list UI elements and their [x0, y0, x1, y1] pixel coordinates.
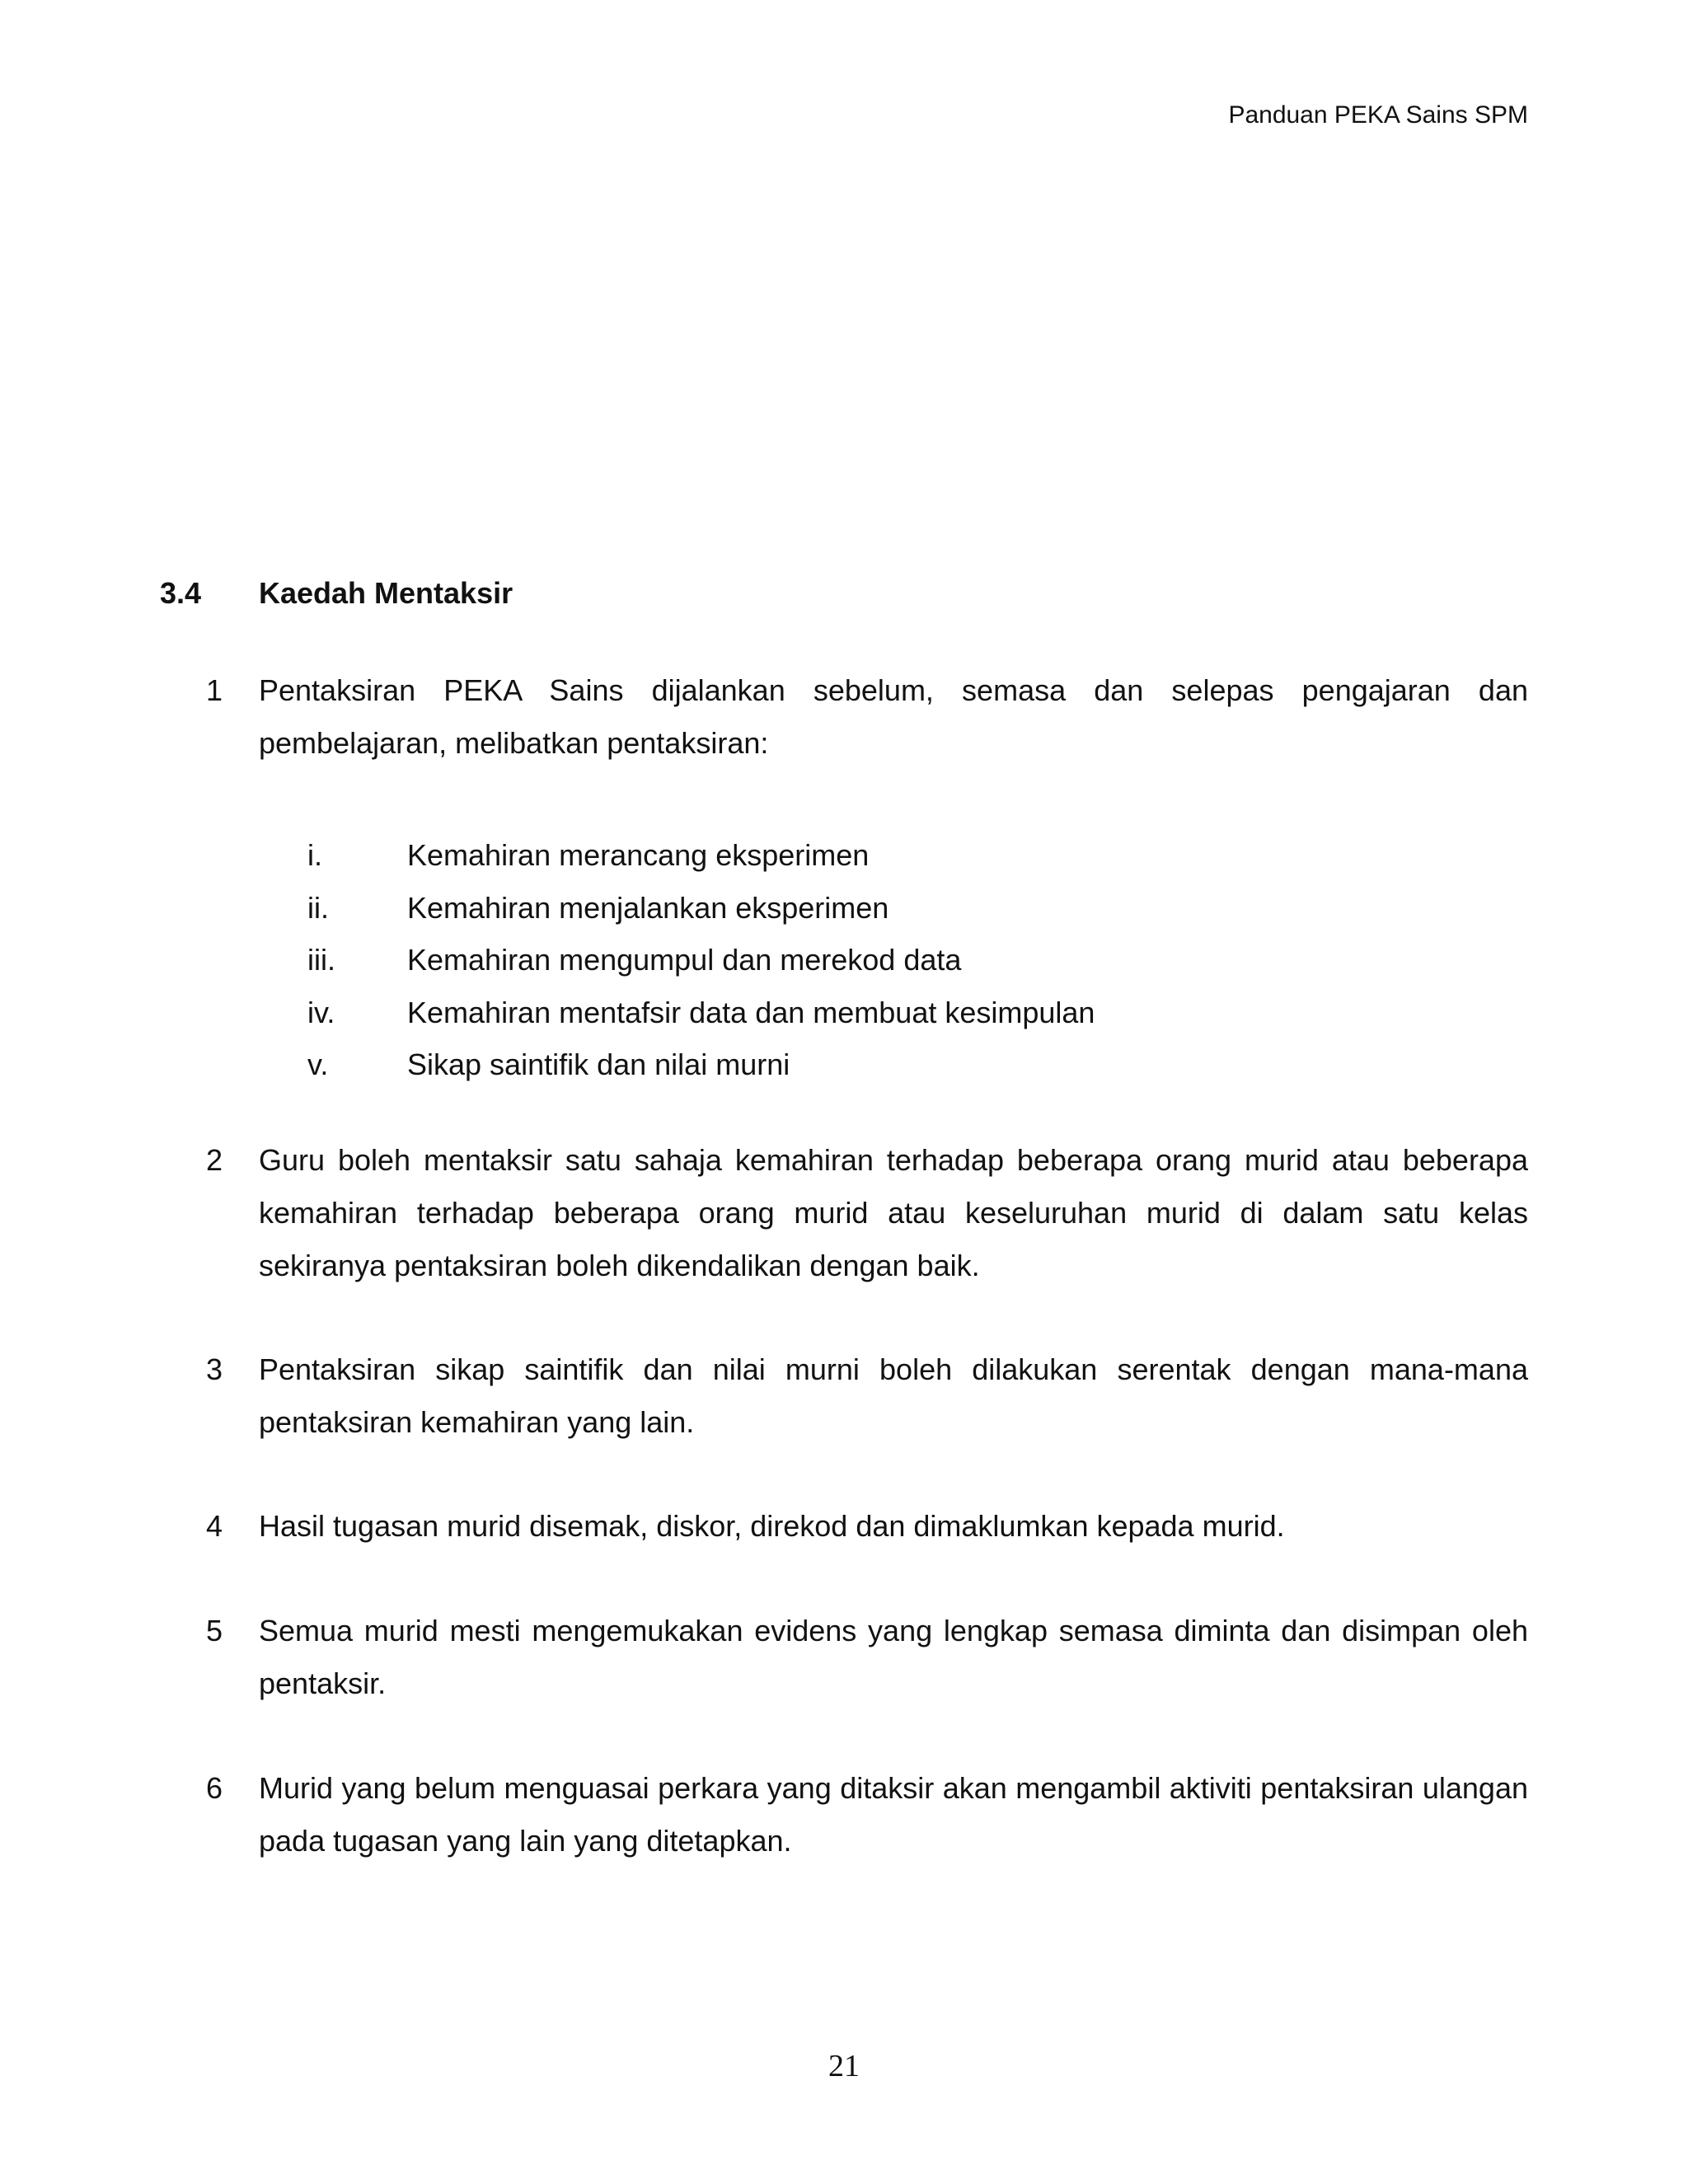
list-item-text: Kemahiran merancang eksperimen	[407, 838, 870, 872]
list-item	[0, 1038, 1688, 1091]
list-item-number: iii.	[307, 943, 335, 977]
list-item-text: Kemahiran menjalankan eksperimen	[407, 890, 889, 925]
paragraph-text: Guru boleh mentaksir satu sahaja kemahiran terhadap beberapa orang murid atau beberapa kemahiran terhadap beberapa orang murid atau keseluruhan murid di dalam satu kelas sekiranya pentaksiran boleh dikendalikan dengan baik.	[259, 1143, 1528, 1282]
list-item-number: v.	[307, 1047, 329, 1081]
list-item-number: iv.	[307, 995, 335, 1029]
paragraph-number: 3	[206, 1352, 223, 1386]
list-item-text: Kemahiran mengumpul dan merekod data	[407, 943, 962, 977]
paragraph-text: Murid yang belum menguasai perkara yang ditaksir akan mengambil aktiviti pentaksiran ulangan pada tugasan yang lain yang ditetapkan.	[259, 1771, 1528, 1858]
section-title: Kaedah Mentaksir	[259, 576, 513, 610]
list-item	[0, 934, 1688, 987]
paragraph-text: Semua murid mesti mengemukakan evidens yang lengkap semasa diminta dan disimpan oleh pentaksir.	[259, 1614, 1528, 1700]
paragraph-text: Pentaksiran PEKA Sains dijalankan sebelum, semasa dan selepas pengajaran dan pembelajaran, melibatkan pentaksiran:	[259, 673, 1528, 760]
list-item	[0, 882, 1688, 935]
list-item	[0, 987, 1688, 1039]
paragraph-number: 6	[206, 1771, 223, 1805]
section-heading	[160, 575, 513, 612]
paragraph-number: 4	[206, 1509, 223, 1543]
section-number: 3.4	[160, 576, 202, 610]
list-item	[0, 829, 1688, 882]
paragraph-number: 2	[206, 1143, 223, 1177]
list-item-text: Sikap saintifik dan nilai murni	[407, 1047, 790, 1081]
running-header: Panduan PEKA Sains SPM	[1228, 101, 1528, 129]
skills-list	[0, 829, 1688, 1091]
paragraph-text: Hasil tugasan murid disemak, diskor, direkod dan dimaklumkan kepada murid.	[259, 1509, 1285, 1543]
list-item-number: ii.	[307, 890, 329, 925]
paragraph-number: 1	[206, 673, 223, 707]
list-item-number: i.	[307, 838, 322, 872]
paragraph-number: 5	[206, 1614, 223, 1647]
page-number: 21	[828, 2049, 860, 2083]
list-item-text: Kemahiran mentafsir data dan membuat kesimpulan	[407, 995, 1095, 1029]
paragraph-text: Pentaksiran sikap saintifik dan nilai murni boleh dilakukan serentak dengan mana-mana pentaksiran kemahiran yang lain.	[259, 1352, 1528, 1439]
